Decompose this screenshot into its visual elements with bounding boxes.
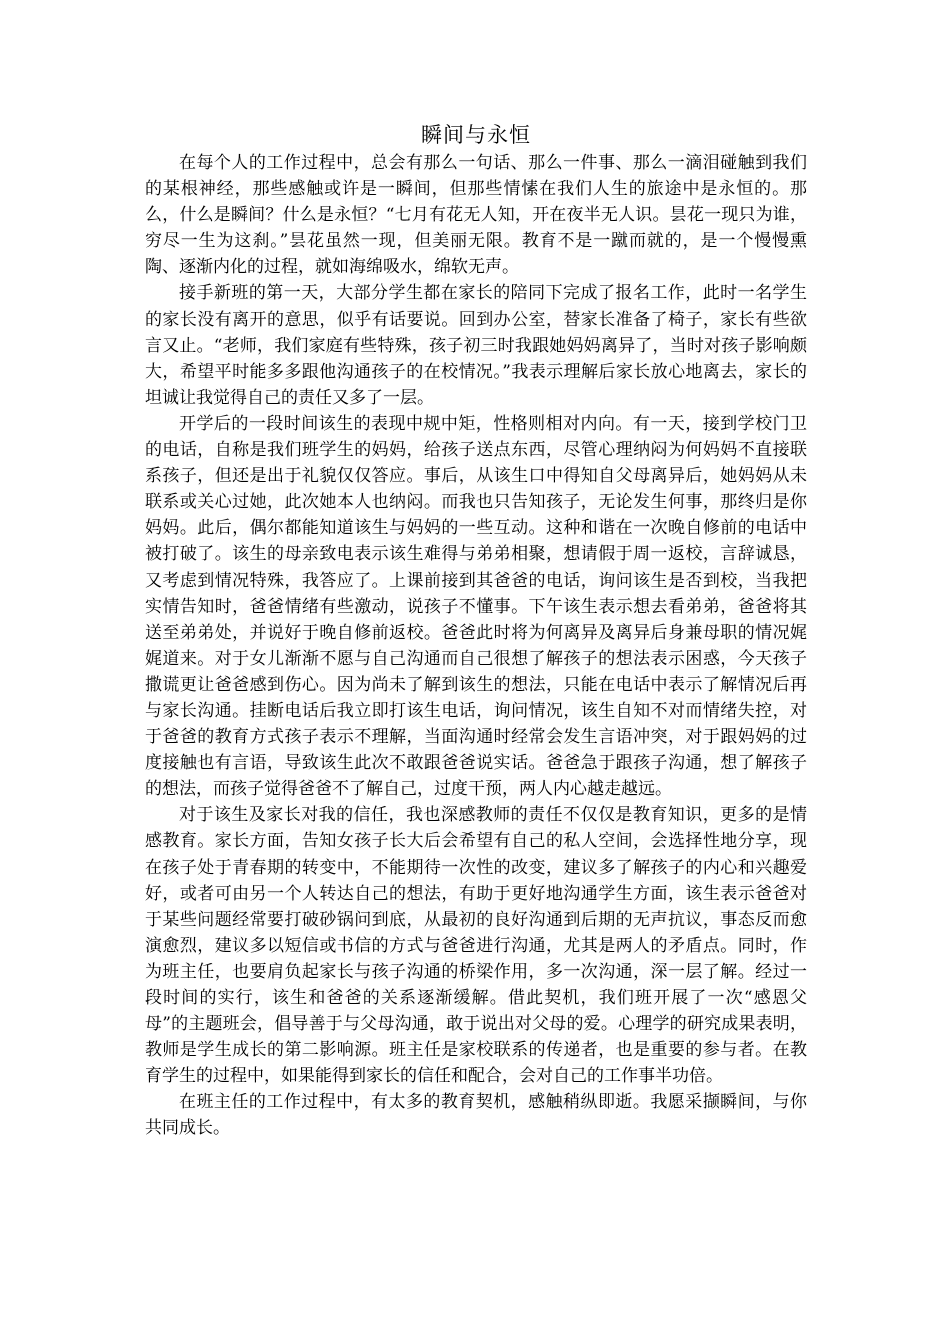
paragraph-1: 在每个人的工作过程中，总会有那么一句话、那么一件事、那么一滴泪碰触到我们的某根神经，那些感触或许是一瞬间，但那些情愫在我们人生的旅途中是永恒的。那么，什么是瞬间？什么是永恒？“七月有花无人知，开在夜半无人识。昙花一现只为谁，穷尽一生为这刹。”昙花虽然一现，但美丽无限。教育不是一蹴而就的，是一个慢慢熏陶、逐渐内化的过程，就如海绵吸水，绵软无声。 — [145, 153, 807, 278]
paragraph-3: 开学后的一段时间该生的表现中规中矩，性格则相对内向。有一天，接到学校门卫的电话，自称是我们班学生的妈妈，给孩子送点东西，尽管心理纳闷为何妈妈不直接联系孩子，但还是出于礼貌仅仅答应。事后，从该生口中得知自父母离异后，她妈妈从未联系或关心过她，此次她本人也纳闷。而我也只告知孩子，无论发生何事，那终归是你妈妈。此后，偶尔都能知道该生与妈妈的一些互动。这种和谐在一次晚自修前的电话中被打破了。该生的母亲致电表示该生难得与弟弟相聚，想请假于周一返校，言辞诚恳，又考虑到情况特殊，我答应了。上课前接到其爸爸的电话，询问该生是否到校，当我把实情告知时，爸爸情绪有些激动，说孩子不懂事。下午该生表示想去看弟弟，爸爸将其送至弟弟处，并说好于晚自修前返校。爸爸此时将为何离异及离异后身兼母职的情况娓娓道来。对于女儿渐渐不愿与自己沟通而自己很想了解孩子的想法表示困惑，今天孩子撒谎更让爸爸感到伤心。因为尚未了解到该生的想法，只能在电话中表示了解情况后再与家长沟通。挂断电话后我立即打该生电话，询问情况，该生自知不对而情绪失控，对于爸爸的教育方式孩子表示不理解，当面沟通时经常会发生言语冲突，对于跟妈妈的过度接触也有言语，导致该生此次不敢跟爸爸说实话。爸爸急于跟孩子沟通，想了解孩子的想法，而孩子觉得爸爸不了解自己，过度干预，两人内心越走越远。 — [145, 413, 807, 800]
paragraph-4: 对于该生及家长对我的信任，我也深感教师的责任不仅仅是教育知识，更多的是情感教育。家长方面，告知女孩子长大后会希望有自己的私人空间，会选择性地分享，现在孩子处于青春期的转变中，不能期待一次性的改变，建议多了解孩子的内心和兴趣爱好，或者可由另一个人转达自己的想法，有助于更好地沟通学生方面，该生表示爸爸对于某些问题经常要打破砂锅问到底，从最初的良好沟通到后期的无声抗议，事态反而愈演愈烈，建议多以短信或书信的方式与爸爸进行沟通，尤其是两人的矛盾点。同时，作为班主任，也要肩负起家长与孩子沟通的桥梁作用，多一次沟通，深一层了解。经过一段时间的实行，该生和爸爸的关系逐渐缓解。借此契机，我们班开展了一次“感恩父母”的主题班会，倡导善于与父母沟通，敢于说出对父母的爱。心理学的研究成果表明，教师是学生成长的第二影响源。班主任是家校联系的传递者，也是重要的参与者。在教育学生的过程中，如果能得到家长的信任和配合，会对自己的工作事半功倍。 — [145, 805, 807, 1087]
document-page — [145, 120, 807, 1142]
paragraph-5: 在班主任的工作过程中，有太多的教育契机，感触稍纵即逝。我愿采撷瞬间，与你共同成长。 — [145, 1092, 807, 1139]
document-title: 瞬间与永恒 — [421, 123, 531, 147]
paragraph-2: 接手新班的第一天，大部分学生都在家长的陪同下完成了报名工作，此时一名学生的家长没有离开的意思，似乎有话要说。回到办公室，替家长准备了椅子，家长有些欲言又止。“老师，我们家庭有些特殊，孩子初三时我跟她妈妈离异了，当时对孩子影响颇大，希望平时能多多跟他沟通孩子的在校情况。”我表示理解后家长放心地离去，家长的坦诚让我觉得自己的责任又多了一层。 — [145, 283, 807, 408]
